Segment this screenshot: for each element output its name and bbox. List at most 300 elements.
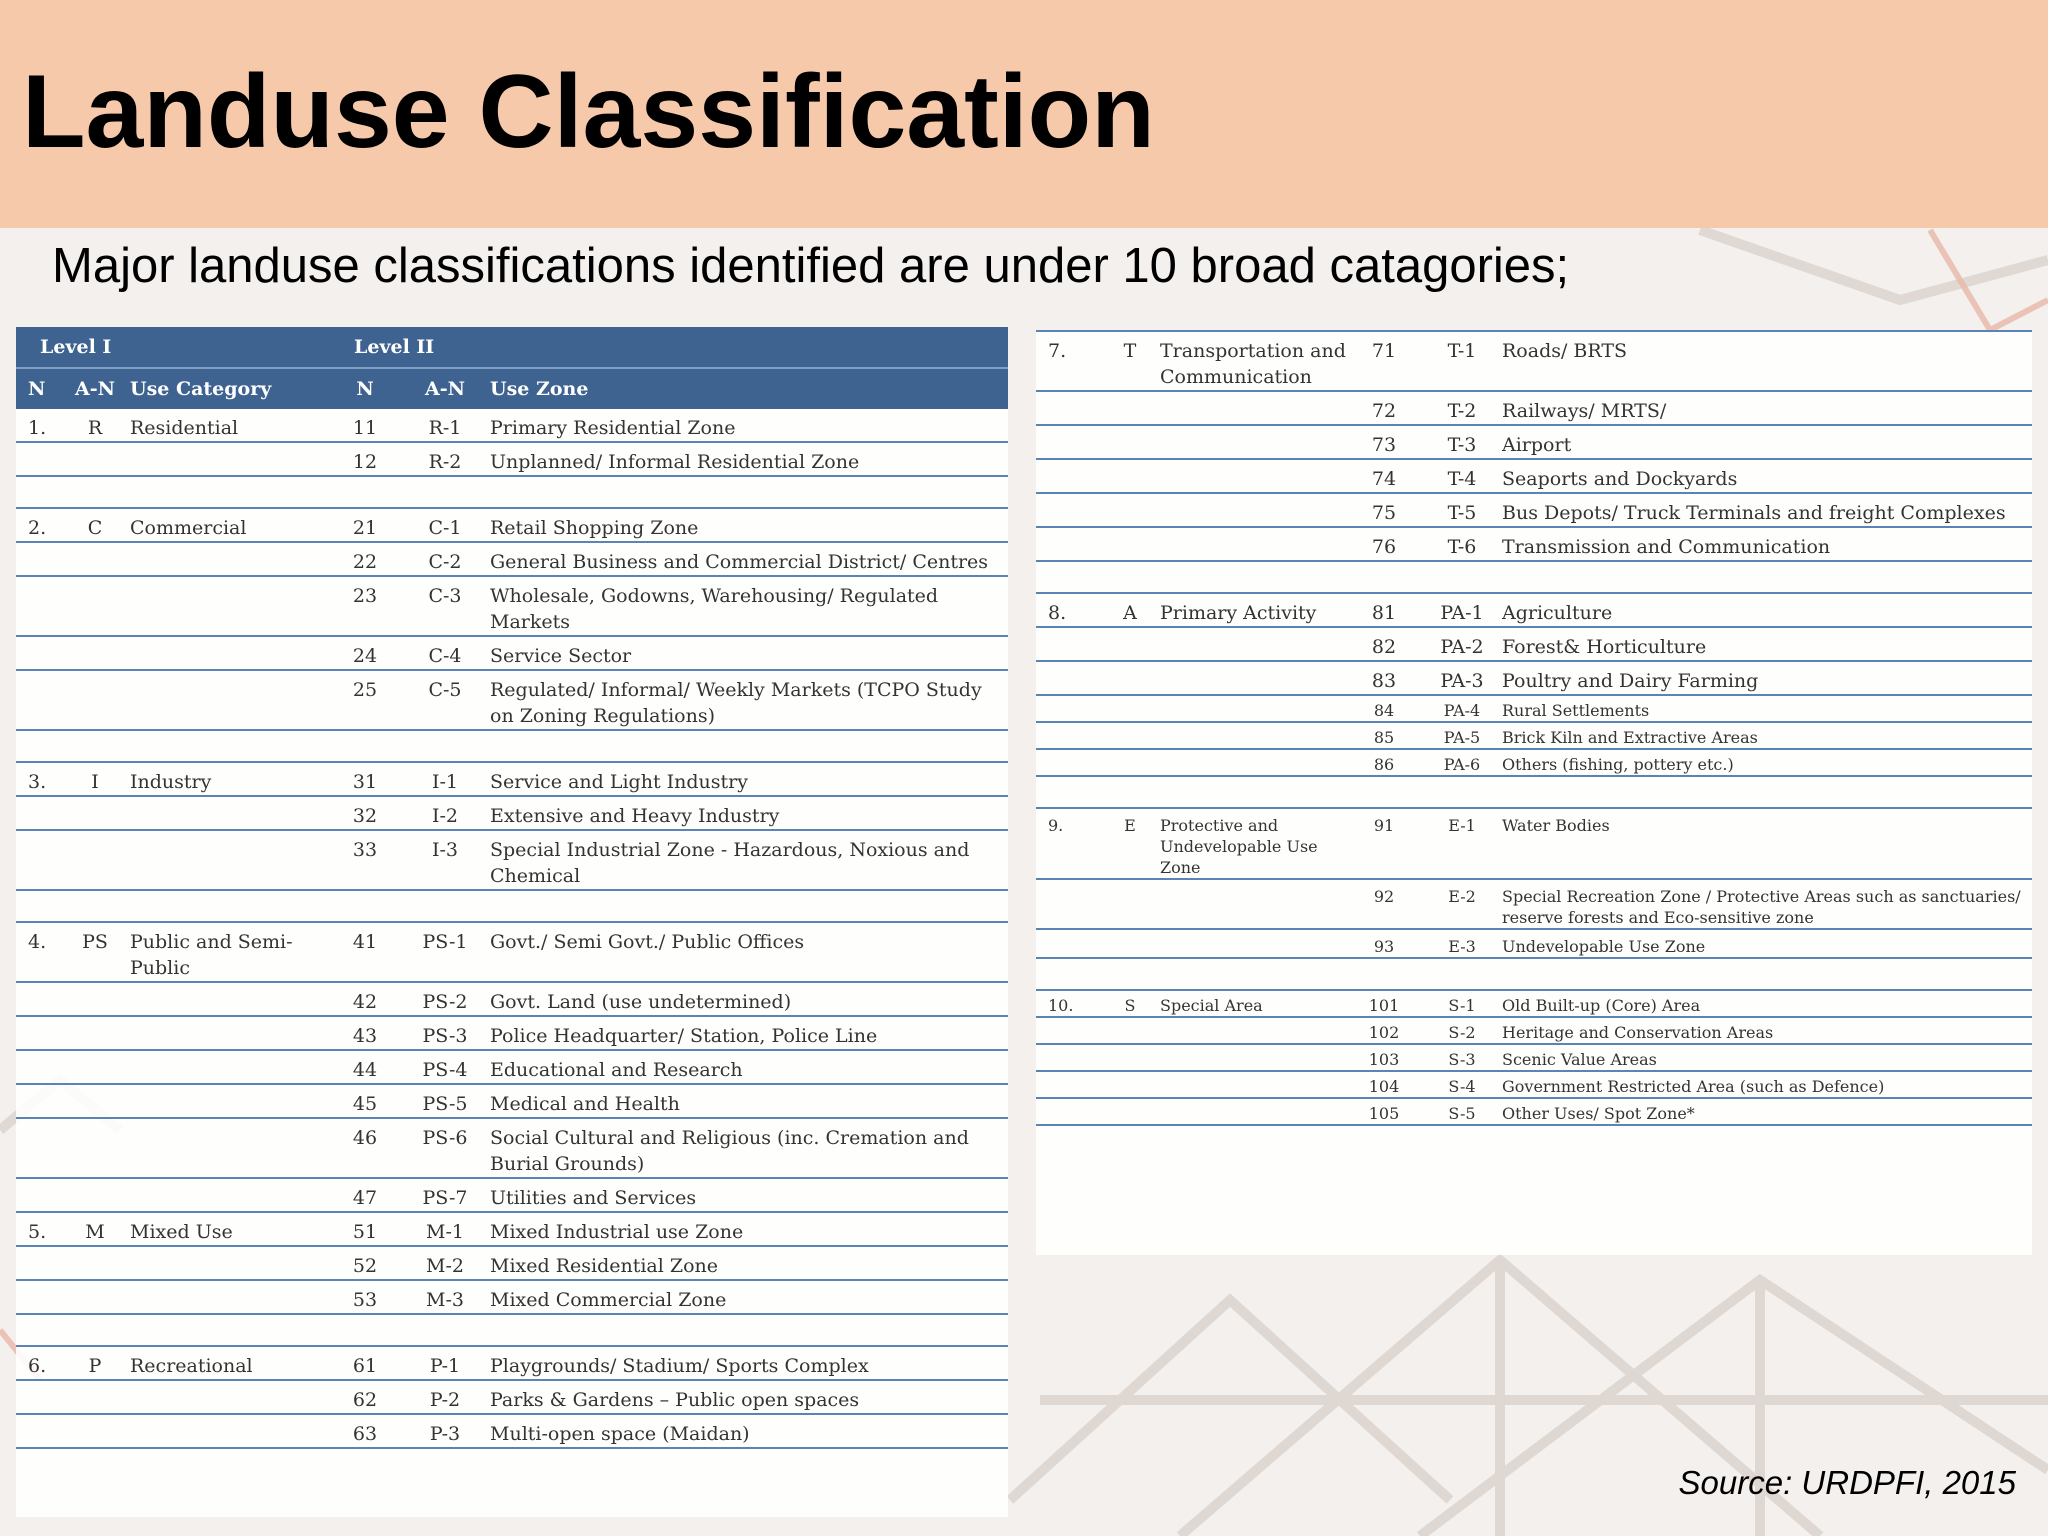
table-row xyxy=(1036,425,2032,459)
cell-an: S xyxy=(1100,990,1160,1017)
cell-use-category xyxy=(130,1118,330,1178)
cell-use-zone: Old Built-up (Core) Area xyxy=(1502,990,2032,1017)
cell-an xyxy=(60,1414,130,1448)
cell-use-category xyxy=(1160,929,1346,958)
cell-use-zone: General Business and Commercial District/ Centres xyxy=(490,542,1008,576)
cell-n: 2. xyxy=(16,508,60,542)
cell-an: P xyxy=(60,1346,130,1380)
cell-use-zone: Special Recreation Zone / Protective Areas such as sanctuaries/ reserve forests and Eco-sensitive zone xyxy=(1502,879,2032,929)
cell-use-category xyxy=(1160,1017,1346,1044)
cell-n2: 63 xyxy=(330,1414,400,1448)
cell-use-zone: Brick Kiln and Extractive Areas xyxy=(1502,722,2032,749)
cell-use-zone: Utilities and Services xyxy=(490,1178,1008,1212)
table-row xyxy=(1036,1017,2032,1044)
cell-an xyxy=(60,542,130,576)
cell-n2: 91 xyxy=(1346,808,1422,879)
cell-an2: T-5 xyxy=(1422,493,1502,527)
cell-an: C xyxy=(60,508,130,542)
table-row xyxy=(16,542,1008,576)
spacer-cell xyxy=(16,1314,1008,1346)
cell-an2: PS-3 xyxy=(400,1016,490,1050)
left-table-body xyxy=(16,409,1008,1448)
table-row xyxy=(1036,929,2032,958)
cell-use-zone: Undevelopable Use Zone xyxy=(1502,929,2032,958)
cell-n xyxy=(1036,1098,1100,1125)
cell-n2: 75 xyxy=(1346,493,1422,527)
cell-an xyxy=(1100,749,1160,776)
cell-an2: T-6 xyxy=(1422,527,1502,561)
cell-use-zone: Heritage and Conservation Areas xyxy=(1502,1017,2032,1044)
table-row xyxy=(16,1346,1008,1380)
cell-n xyxy=(1036,627,1100,661)
cell-use-category xyxy=(130,576,330,636)
cell-an xyxy=(1100,391,1160,425)
table-row xyxy=(1036,1044,2032,1071)
cell-n2: 22 xyxy=(330,542,400,576)
cell-an2: T-2 xyxy=(1422,391,1502,425)
cell-an xyxy=(60,1050,130,1084)
cell-use-category xyxy=(130,982,330,1016)
cell-use-zone: Govt./ Semi Govt./ Public Offices xyxy=(490,922,1008,982)
cell-an2: PS-6 xyxy=(400,1118,490,1178)
table-row xyxy=(16,922,1008,982)
cell-use-category: Mixed Use xyxy=(130,1212,330,1246)
cell-an2: S-2 xyxy=(1422,1017,1502,1044)
cell-an2: PA-4 xyxy=(1422,695,1502,722)
table-row xyxy=(16,508,1008,542)
cell-an xyxy=(60,636,130,670)
cell-n xyxy=(1036,879,1100,929)
cell-n2: 61 xyxy=(330,1346,400,1380)
table-row xyxy=(1036,459,2032,493)
spacer-cell xyxy=(16,730,1008,762)
cell-an2: P-3 xyxy=(400,1414,490,1448)
cell-an2: E-1 xyxy=(1422,808,1502,879)
cell-n2: 25 xyxy=(330,670,400,730)
cell-use-category: Public and Semi-Public xyxy=(130,922,330,982)
cell-an2: P-1 xyxy=(400,1346,490,1380)
table-row xyxy=(16,442,1008,476)
cell-an xyxy=(1100,425,1160,459)
table-row xyxy=(16,1380,1008,1414)
cell-use-zone: Rural Settlements xyxy=(1502,695,2032,722)
cell-n2: 52 xyxy=(330,1246,400,1280)
cell-n xyxy=(16,670,60,730)
cell-an: T xyxy=(1100,332,1160,391)
cell-n xyxy=(16,636,60,670)
cell-use-zone: Playgrounds/ Stadium/ Sports Complex xyxy=(490,1346,1008,1380)
col-header-an2: A-N xyxy=(400,368,490,409)
table-row xyxy=(1036,627,2032,661)
cell-n2: 105 xyxy=(1346,1098,1422,1125)
cell-use-category xyxy=(130,1084,330,1118)
landuse-table-right-grid xyxy=(1036,332,2032,1126)
col-header-n2: N xyxy=(330,368,400,409)
table-row xyxy=(16,636,1008,670)
cell-an xyxy=(1100,459,1160,493)
cell-an xyxy=(60,1016,130,1050)
level-2-header: Level II xyxy=(330,327,1008,368)
cell-an2: P-2 xyxy=(400,1380,490,1414)
cell-n2: 31 xyxy=(330,762,400,796)
cell-n xyxy=(1036,1017,1100,1044)
cell-n: 3. xyxy=(16,762,60,796)
cell-use-zone: Poultry and Dairy Farming xyxy=(1502,661,2032,695)
table-row xyxy=(1036,493,2032,527)
table-row xyxy=(1036,879,2032,929)
cell-use-zone: Seaports and Dockyards xyxy=(1502,459,2032,493)
cell-use-category: Recreational xyxy=(130,1346,330,1380)
cell-an xyxy=(60,982,130,1016)
table-row xyxy=(16,830,1008,890)
cell-use-zone: Roads/ BRTS xyxy=(1502,332,2032,391)
cell-n: 7. xyxy=(1036,332,1100,391)
cell-n2: 62 xyxy=(330,1380,400,1414)
table-row xyxy=(16,409,1008,442)
cell-an2: PS-7 xyxy=(400,1178,490,1212)
cell-use-zone: Bus Depots/ Truck Terminals and freight Complexes xyxy=(1502,493,2032,527)
spacer-cell xyxy=(1036,776,2032,808)
cell-n2: 46 xyxy=(330,1118,400,1178)
table-row xyxy=(16,762,1008,796)
cell-n xyxy=(1036,527,1100,561)
cell-an xyxy=(60,796,130,830)
cell-an: PS xyxy=(60,922,130,982)
cell-n2: 47 xyxy=(330,1178,400,1212)
cell-n xyxy=(16,576,60,636)
cell-an: R xyxy=(60,409,130,442)
cell-use-category xyxy=(1160,627,1346,661)
table-row xyxy=(16,1280,1008,1314)
cell-use-category xyxy=(1160,425,1346,459)
table-row xyxy=(16,1016,1008,1050)
cell-an2: PS-1 xyxy=(400,922,490,982)
cell-use-category xyxy=(1160,1071,1346,1098)
cell-an2: S-1 xyxy=(1422,990,1502,1017)
cell-use-zone: Other Uses/ Spot Zone* xyxy=(1502,1098,2032,1125)
table-column-header-row xyxy=(16,368,1008,409)
cell-an: I xyxy=(60,762,130,796)
cell-n2: 101 xyxy=(1346,990,1422,1017)
table-row xyxy=(16,1178,1008,1212)
cell-n2: 42 xyxy=(330,982,400,1016)
cell-n2: 12 xyxy=(330,442,400,476)
cell-n2: 81 xyxy=(1346,593,1422,627)
cell-an2: M-2 xyxy=(400,1246,490,1280)
cell-an2: S-5 xyxy=(1422,1098,1502,1125)
cell-n2: 102 xyxy=(1346,1017,1422,1044)
cell-an: A xyxy=(1100,593,1160,627)
cell-use-zone: Parks & Gardens – Public open spaces xyxy=(490,1380,1008,1414)
cell-use-zone: Mixed Residential Zone xyxy=(490,1246,1008,1280)
cell-use-zone: Mixed Commercial Zone xyxy=(490,1280,1008,1314)
cell-use-category: Transportation and Communication xyxy=(1160,332,1346,391)
col-header-use-zone: Use Zone xyxy=(490,368,1008,409)
cell-n2: 33 xyxy=(330,830,400,890)
cell-use-category xyxy=(130,796,330,830)
table-row xyxy=(1036,593,2032,627)
cell-n2: 93 xyxy=(1346,929,1422,958)
cell-an2: PA-6 xyxy=(1422,749,1502,776)
cell-n: 5. xyxy=(16,1212,60,1246)
cell-n xyxy=(16,830,60,890)
cell-an2: T-3 xyxy=(1422,425,1502,459)
cell-use-category xyxy=(1160,493,1346,527)
cell-use-zone: Multi-open space (Maidan) xyxy=(490,1414,1008,1448)
level-1-header: Level I xyxy=(16,327,330,368)
cell-use-zone: Educational and Research xyxy=(490,1050,1008,1084)
cell-an xyxy=(60,1084,130,1118)
cell-use-zone: Govt. Land (use undetermined) xyxy=(490,982,1008,1016)
cell-use-category xyxy=(130,1016,330,1050)
cell-an xyxy=(1100,1017,1160,1044)
cell-an xyxy=(1100,929,1160,958)
cell-an2: S-3 xyxy=(1422,1044,1502,1071)
table-row xyxy=(16,576,1008,636)
cell-use-zone: Special Industrial Zone - Hazardous, Noxious and Chemical xyxy=(490,830,1008,890)
cell-an xyxy=(60,1118,130,1178)
title-banner xyxy=(0,0,2048,228)
cell-an2: C-1 xyxy=(400,508,490,542)
cell-n xyxy=(16,1118,60,1178)
cell-n: 8. xyxy=(1036,593,1100,627)
cell-an xyxy=(1100,1071,1160,1098)
cell-use-zone: Scenic Value Areas xyxy=(1502,1044,2032,1071)
cell-use-category xyxy=(130,830,330,890)
table-row xyxy=(1036,749,2032,776)
cell-an2: T-4 xyxy=(1422,459,1502,493)
cell-use-zone: Extensive and Heavy Industry xyxy=(490,796,1008,830)
source-citation: Source: URDPFI, 2015 xyxy=(1678,1464,2016,1501)
cell-an2: I-2 xyxy=(400,796,490,830)
cell-use-category xyxy=(1160,391,1346,425)
cell-use-zone: Medical and Health xyxy=(490,1084,1008,1118)
cell-use-zone: Transmission and Communication xyxy=(1502,527,2032,561)
cell-use-zone: Others (fishing, pottery etc.) xyxy=(1502,749,2032,776)
cell-use-category xyxy=(130,1246,330,1280)
cell-an xyxy=(60,670,130,730)
cell-use-category xyxy=(130,670,330,730)
cell-n2: 24 xyxy=(330,636,400,670)
cell-n2: 41 xyxy=(330,922,400,982)
cell-an2: R-1 xyxy=(400,409,490,442)
cell-an xyxy=(1100,722,1160,749)
cell-an: M xyxy=(60,1212,130,1246)
cell-an xyxy=(1100,695,1160,722)
cell-use-category xyxy=(1160,722,1346,749)
cell-an2: C-5 xyxy=(400,670,490,730)
cell-use-category xyxy=(1160,527,1346,561)
cell-use-category xyxy=(130,1050,330,1084)
cell-an2: E-3 xyxy=(1422,929,1502,958)
cell-an2: C-3 xyxy=(400,576,490,636)
cell-n2: 92 xyxy=(1346,879,1422,929)
landuse-table-right xyxy=(1036,330,2032,1255)
cell-use-zone: Social Cultural and Religious (inc. Cremation and Burial Grounds) xyxy=(490,1118,1008,1178)
cell-n2: 86 xyxy=(1346,749,1422,776)
table-row xyxy=(1036,527,2032,561)
cell-an2: T-1 xyxy=(1422,332,1502,391)
cell-use-category xyxy=(130,1380,330,1414)
cell-use-category: Special Area xyxy=(1160,990,1346,1017)
cell-an2: PS-4 xyxy=(400,1050,490,1084)
table-row xyxy=(16,1414,1008,1448)
cell-n2: 51 xyxy=(330,1212,400,1246)
cell-an2: PA-1 xyxy=(1422,593,1502,627)
table-row xyxy=(1036,661,2032,695)
cell-an: E xyxy=(1100,808,1160,879)
cell-an2: S-4 xyxy=(1422,1071,1502,1098)
cell-an2: R-2 xyxy=(400,442,490,476)
table-row xyxy=(16,1212,1008,1246)
cell-an xyxy=(1100,1098,1160,1125)
cell-n2: 74 xyxy=(1346,459,1422,493)
cell-n xyxy=(16,1178,60,1212)
cell-n xyxy=(1036,695,1100,722)
cell-use-category xyxy=(1160,1044,1346,1071)
cell-use-category xyxy=(1160,1098,1346,1125)
cell-n xyxy=(16,1050,60,1084)
cell-use-zone: Service Sector xyxy=(490,636,1008,670)
spacer-cell xyxy=(16,476,1008,508)
cell-n2: 85 xyxy=(1346,722,1422,749)
cell-use-category xyxy=(130,542,330,576)
cell-an xyxy=(1100,527,1160,561)
cell-n2: 11 xyxy=(330,409,400,442)
col-header-use-category: Use Category xyxy=(130,368,330,409)
table-row xyxy=(16,670,1008,730)
cell-use-category xyxy=(1160,695,1346,722)
cell-use-zone: Police Headquarter/ Station, Police Line xyxy=(490,1016,1008,1050)
table-spacer-row xyxy=(16,476,1008,508)
cell-n2: 32 xyxy=(330,796,400,830)
cell-use-category: Commercial xyxy=(130,508,330,542)
cell-an2: PA-3 xyxy=(1422,661,1502,695)
cell-n2: 44 xyxy=(330,1050,400,1084)
cell-n2: 43 xyxy=(330,1016,400,1050)
cell-an xyxy=(1100,1044,1160,1071)
cell-n2: 104 xyxy=(1346,1071,1422,1098)
cell-use-zone: Retail Shopping Zone xyxy=(490,508,1008,542)
cell-n2: 71 xyxy=(1346,332,1422,391)
cell-n2: 21 xyxy=(330,508,400,542)
page-title: Landuse Classification xyxy=(22,54,1155,170)
cell-use-zone: Railways/ MRTS/ xyxy=(1502,391,2032,425)
table-row xyxy=(16,796,1008,830)
cell-n xyxy=(1036,749,1100,776)
cell-an xyxy=(60,830,130,890)
cell-n xyxy=(16,1280,60,1314)
cell-n xyxy=(16,982,60,1016)
table-row xyxy=(16,1084,1008,1118)
cell-use-zone: Government Restricted Area (such as Defence) xyxy=(1502,1071,2032,1098)
cell-an2: C-2 xyxy=(400,542,490,576)
cell-n: 1. xyxy=(16,409,60,442)
cell-an2: M-1 xyxy=(400,1212,490,1246)
table-group-header-row xyxy=(16,327,1008,368)
cell-n xyxy=(16,1016,60,1050)
cell-use-zone: Airport xyxy=(1502,425,2032,459)
cell-n2: 45 xyxy=(330,1084,400,1118)
table-row xyxy=(16,1246,1008,1280)
table-row xyxy=(16,1050,1008,1084)
cell-an xyxy=(60,1380,130,1414)
cell-an2: I-1 xyxy=(400,762,490,796)
cell-use-category: Industry xyxy=(130,762,330,796)
cell-use-zone: Agriculture xyxy=(1502,593,2032,627)
landuse-table-left-grid xyxy=(16,327,1008,1449)
cell-n xyxy=(16,442,60,476)
cell-use-category xyxy=(1160,879,1346,929)
cell-use-zone: Forest& Horticulture xyxy=(1502,627,2032,661)
cell-use-category xyxy=(1160,661,1346,695)
cell-an2: E-2 xyxy=(1422,879,1502,929)
cell-n xyxy=(1036,1071,1100,1098)
cell-n: 10. xyxy=(1036,990,1100,1017)
cell-use-category xyxy=(130,1178,330,1212)
cell-an2: PS-5 xyxy=(400,1084,490,1118)
cell-n2: 72 xyxy=(1346,391,1422,425)
cell-an xyxy=(1100,879,1160,929)
cell-an2: PS-2 xyxy=(400,982,490,1016)
cell-an xyxy=(60,1280,130,1314)
cell-an xyxy=(1100,627,1160,661)
table-spacer-row xyxy=(16,890,1008,922)
spacer-cell xyxy=(16,890,1008,922)
cell-n xyxy=(1036,661,1100,695)
table-row xyxy=(16,1118,1008,1178)
cell-n2: 82 xyxy=(1346,627,1422,661)
table-row xyxy=(1036,1098,2032,1125)
cell-n: 4. xyxy=(16,922,60,982)
cell-n xyxy=(1036,425,1100,459)
table-row xyxy=(1036,1071,2032,1098)
cell-an xyxy=(1100,493,1160,527)
cell-use-zone: Wholesale, Godowns, Warehousing/ Regulated Markets xyxy=(490,576,1008,636)
table-spacer-row xyxy=(1036,958,2032,990)
cell-n xyxy=(1036,929,1100,958)
cell-use-zone: Regulated/ Informal/ Weekly Markets (TCPO Study on Zoning Regulations) xyxy=(490,670,1008,730)
cell-an xyxy=(60,1246,130,1280)
cell-use-category: Primary Activity xyxy=(1160,593,1346,627)
cell-n xyxy=(1036,722,1100,749)
cell-n xyxy=(1036,493,1100,527)
cell-n2: 83 xyxy=(1346,661,1422,695)
cell-n xyxy=(16,1380,60,1414)
table-row xyxy=(1036,391,2032,425)
cell-use-category: Residential xyxy=(130,409,330,442)
cell-use-category xyxy=(1160,749,1346,776)
table-spacer-row xyxy=(1036,561,2032,593)
cell-use-zone: Service and Light Industry xyxy=(490,762,1008,796)
cell-an2: PA-2 xyxy=(1422,627,1502,661)
cell-an xyxy=(60,442,130,476)
cell-n2: 76 xyxy=(1346,527,1422,561)
right-table-body xyxy=(1036,332,2032,1125)
cell-n2: 53 xyxy=(330,1280,400,1314)
cell-use-category xyxy=(130,1280,330,1314)
cell-n: 6. xyxy=(16,1346,60,1380)
cell-use-category xyxy=(130,1414,330,1448)
cell-use-zone: Primary Residential Zone xyxy=(490,409,1008,442)
table-row xyxy=(1036,808,2032,879)
cell-n2: 103 xyxy=(1346,1044,1422,1071)
cell-n xyxy=(16,1414,60,1448)
table-row xyxy=(1036,695,2032,722)
table-row xyxy=(16,982,1008,1016)
cell-an xyxy=(60,576,130,636)
cell-an2: C-4 xyxy=(400,636,490,670)
